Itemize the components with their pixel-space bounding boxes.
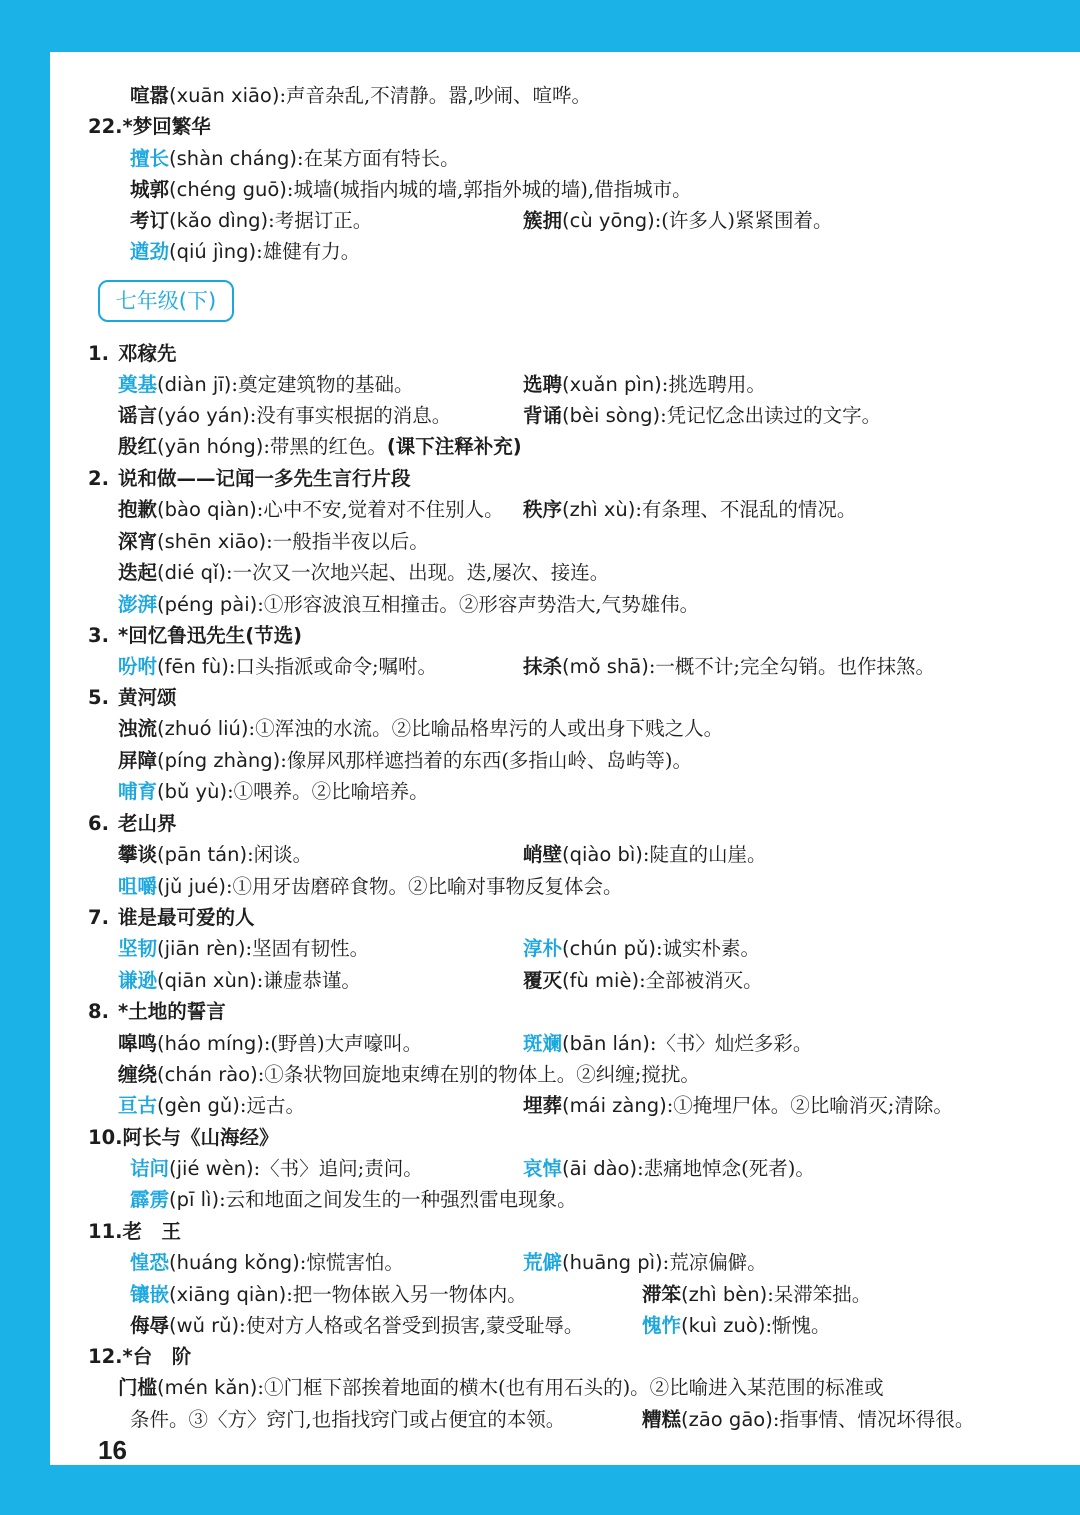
vocab-word: 门槛 bbox=[118, 1376, 158, 1399]
continuation-text: 条件。③〈方〉窍门,也指找窍门或占便宜的本领。 bbox=[130, 1408, 566, 1431]
vocab-pinyin: (shàn cháng) bbox=[169, 147, 298, 170]
vocab-word: 镶嵌 bbox=[130, 1283, 170, 1306]
vocab-word: 簇拥 bbox=[523, 209, 563, 232]
vocab-entry bbox=[523, 400, 881, 431]
vocab-definition: :①条状物回旋地束缚在别的物体上。②纠缠;搅扰。 bbox=[257, 1063, 700, 1086]
vocab-word: 哺育 bbox=[118, 780, 158, 803]
vocab-definition: :带黑的红色。 bbox=[263, 435, 387, 458]
vocab-definition: :奠定建筑物的基础。 bbox=[231, 373, 414, 396]
vocab-entry bbox=[130, 205, 372, 236]
vocab-definition: :全部被消灭。 bbox=[639, 969, 763, 992]
vocab-pinyin: (jǔ jué) bbox=[157, 875, 226, 898]
vocab-definition: :挑选聘用。 bbox=[661, 373, 766, 396]
vocab-entry bbox=[130, 1310, 583, 1341]
vocab-pinyin: (bān lán) bbox=[562, 1032, 650, 1055]
grade-label: 七年级(下) bbox=[98, 280, 234, 322]
vocab-definition: :心中不安,觉着对不住别人。 bbox=[256, 498, 504, 521]
vocab-entry bbox=[523, 1153, 815, 1184]
vocab-entry bbox=[130, 1153, 423, 1184]
vocab-entry bbox=[118, 400, 451, 431]
vocab-entry bbox=[523, 1028, 812, 1059]
lesson-title: 邓稼先 bbox=[118, 342, 177, 365]
vocab-entry bbox=[523, 839, 766, 870]
lesson-number: 6. bbox=[88, 812, 109, 835]
lesson-number: 11. bbox=[88, 1220, 123, 1243]
lesson-number: 10. bbox=[88, 1126, 123, 1149]
lesson-number: 5. bbox=[88, 686, 109, 709]
lesson-heading bbox=[88, 808, 177, 839]
vocab-word: 迭起 bbox=[118, 561, 158, 584]
vocab-definition: :没有事实根据的消息。 bbox=[249, 404, 452, 427]
vocab-word: 侮辱 bbox=[130, 1314, 170, 1337]
vocab-word: 亘古 bbox=[118, 1094, 158, 1117]
vocab-pinyin: (fēn fù) bbox=[157, 655, 229, 678]
vocab-word: 城郭 bbox=[130, 178, 170, 201]
vocab-pinyin: (shēn xiāo) bbox=[157, 530, 267, 553]
vocab-pinyin: (péng pài) bbox=[157, 593, 258, 616]
vocab-entry bbox=[642, 1404, 974, 1435]
vocab-pinyin: (kuì zuò) bbox=[681, 1314, 766, 1337]
vocab-entry bbox=[118, 494, 504, 525]
vocab-word: 谣言 bbox=[118, 404, 158, 427]
vocab-entry bbox=[130, 174, 692, 205]
vocab-entry bbox=[118, 713, 723, 744]
vocab-definition: :一概不计;完全勾销。也作抹煞。 bbox=[648, 655, 935, 678]
vocab-definition: :①喂养。②比喻培养。 bbox=[227, 780, 429, 803]
vocab-pinyin: (qiào bì) bbox=[562, 843, 643, 866]
vocab-definition: :(野兽)大声嚎叫。 bbox=[263, 1032, 423, 1055]
lesson-heading bbox=[88, 996, 226, 1027]
vocab-definition: :云和地面之间发生的一种强烈雷电现象。 bbox=[219, 1188, 577, 1211]
vocab-entry bbox=[523, 965, 763, 996]
lesson-heading bbox=[88, 620, 302, 651]
vocab-word: 遒劲 bbox=[130, 240, 170, 263]
vocab-entry bbox=[523, 369, 766, 400]
vocab-definition: :惭愧。 bbox=[765, 1314, 831, 1337]
vocab-word: 浊流 bbox=[118, 717, 158, 740]
vocab-definition: :城墙(城指内城的墙,郭指外城的墙),借指城市。 bbox=[286, 178, 692, 201]
vocab-word: 愧怍 bbox=[642, 1314, 682, 1337]
vocab-entry bbox=[118, 965, 361, 996]
vocab-pinyin: (yān hóng) bbox=[157, 435, 264, 458]
lesson-number: 12. bbox=[88, 1345, 123, 1368]
lesson-heading bbox=[88, 1216, 181, 1247]
vocab-entry bbox=[118, 651, 437, 682]
vocab-entry bbox=[118, 839, 312, 870]
vocab-definition: :使对方人格或名誉受到损害,蒙受耻辱。 bbox=[239, 1314, 584, 1337]
vocab-entry bbox=[523, 933, 760, 964]
vocab-definition: :〈书〉灿烂多彩。 bbox=[649, 1032, 813, 1055]
vocab-word: 坚韧 bbox=[118, 937, 158, 960]
vocab-pinyin: (jiān rèn) bbox=[157, 937, 246, 960]
lesson-number: 1. bbox=[88, 342, 109, 365]
vocab-word: 擅长 bbox=[130, 147, 170, 170]
lesson-heading bbox=[88, 902, 255, 933]
vocab-definition: :谦虚恭谨。 bbox=[256, 969, 361, 992]
lesson-title: 老 王 bbox=[122, 1220, 182, 1243]
vocab-definition: :一般指半夜以后。 bbox=[266, 530, 429, 553]
vocab-pinyin: (āi dào) bbox=[562, 1157, 638, 1180]
lesson-title: 黄河颂 bbox=[118, 686, 177, 709]
vocab-entry bbox=[130, 80, 591, 111]
vocab-entry bbox=[130, 1279, 527, 1310]
vocab-definition: :在某方面有特长。 bbox=[297, 147, 460, 170]
vocab-definition: :口头指派或命令;嘱咐。 bbox=[228, 655, 438, 678]
vocab-pinyin: (chéng guō) bbox=[169, 178, 287, 201]
vocab-entry bbox=[130, 1247, 404, 1278]
vocab-pinyin: (wǔ rǔ) bbox=[169, 1314, 240, 1337]
vocab-definition: :凭记忆念出读过的文字。 bbox=[660, 404, 882, 427]
document-page bbox=[50, 52, 1080, 1465]
vocab-pinyin: (zhuó liú) bbox=[157, 717, 249, 740]
lesson-number: 3. bbox=[88, 624, 109, 647]
vocab-pinyin: (zāo gāo) bbox=[681, 1408, 773, 1431]
vocab-word: 澎湃 bbox=[118, 593, 158, 616]
vocab-entry bbox=[118, 745, 692, 776]
vocab-word: 秩序 bbox=[523, 498, 563, 521]
vocab-entry bbox=[118, 871, 623, 902]
vocab-word: 哀悼 bbox=[523, 1157, 563, 1180]
lesson-title: 阿长与《山海经》 bbox=[122, 1126, 279, 1149]
vocab-entry bbox=[523, 494, 856, 525]
vocab-definition: :雄健有力。 bbox=[256, 240, 361, 263]
vocab-word: 奠基 bbox=[118, 373, 158, 396]
vocab-entry bbox=[118, 526, 429, 557]
vocab-pinyin: (xuān xiāo) bbox=[169, 84, 280, 107]
vocab-word: 斑斓 bbox=[523, 1032, 563, 1055]
vocab-word: 考订 bbox=[130, 209, 170, 232]
vocab-pinyin: (mái zàng) bbox=[562, 1094, 667, 1117]
vocab-entry bbox=[118, 1090, 305, 1121]
vocab-word: 荒僻 bbox=[523, 1251, 563, 1274]
vocab-definition: :①用牙齿磨碎食物。②比喻对事物反复体会。 bbox=[225, 875, 623, 898]
lesson-number: 2. bbox=[88, 467, 109, 490]
vocab-definition: :①形容波浪互相撞击。②形容声势浩大,气势雄伟。 bbox=[257, 593, 700, 616]
vocab-pinyin: (pān tán) bbox=[157, 843, 248, 866]
vocab-word: 背诵 bbox=[523, 404, 563, 427]
vocab-pinyin: (xuǎn pìn) bbox=[562, 373, 662, 396]
vocab-pinyin: (xiāng qiàn) bbox=[169, 1283, 287, 1306]
vocab-entry bbox=[118, 431, 522, 462]
vocab-definition: :坚固有韧性。 bbox=[245, 937, 370, 960]
vocab-definition: :〈书〉追问;责问。 bbox=[253, 1157, 423, 1180]
vocab-entry bbox=[118, 589, 699, 620]
vocab-definition: :考据订正。 bbox=[268, 209, 373, 232]
vocab-pinyin: (yáo yán) bbox=[157, 404, 250, 427]
lesson-title: 老山界 bbox=[118, 812, 177, 835]
vocab-pinyin: (háo míng) bbox=[157, 1032, 264, 1055]
vocab-word: 峭壁 bbox=[523, 843, 563, 866]
vocab-pinyin: (chún pǔ) bbox=[562, 937, 656, 960]
lesson-heading bbox=[88, 463, 411, 494]
lesson-number: 8. bbox=[88, 1000, 109, 1023]
lesson-title: *台 阶 bbox=[122, 1345, 192, 1368]
vocab-word: 抱歉 bbox=[118, 498, 158, 521]
vocab-entry bbox=[118, 1028, 422, 1059]
vocab-entry bbox=[118, 369, 413, 400]
vocab-pinyin: (zhì xù) bbox=[562, 498, 636, 521]
vocab-word: 霹雳 bbox=[130, 1188, 170, 1211]
vocab-word: 攀谈 bbox=[118, 843, 158, 866]
vocab-entry bbox=[118, 776, 429, 807]
vocab-pinyin: (dié qǐ) bbox=[157, 561, 227, 584]
vocab-pinyin: (qiú jìng) bbox=[169, 240, 257, 263]
vocab-entry bbox=[118, 557, 609, 588]
vocab-definition: :指事情、情况坏得很。 bbox=[772, 1408, 975, 1431]
vocab-word: 诘问 bbox=[130, 1157, 170, 1180]
vocab-word: 抹杀 bbox=[523, 655, 563, 678]
vocab-definition: :①门框下部挨着地面的横木(也有用石头的)。②比喻进入某范围的标准或 bbox=[257, 1376, 884, 1399]
vocab-pinyin: (gèn gǔ) bbox=[157, 1094, 240, 1117]
vocab-pinyin: (fù miè) bbox=[562, 969, 640, 992]
vocab-definition: :闲谈。 bbox=[247, 843, 313, 866]
vocab-word: 喧嚣 bbox=[130, 84, 170, 107]
lesson-heading bbox=[88, 338, 177, 369]
vocab-pinyin: (bǔ yù) bbox=[157, 780, 228, 803]
lesson-number: 7. bbox=[88, 906, 109, 929]
vocab-word: 滞笨 bbox=[642, 1283, 682, 1306]
lesson-heading bbox=[88, 111, 211, 142]
lesson-title: *土地的誓言 bbox=[118, 1000, 226, 1023]
vocab-definition: :陡直的山崖。 bbox=[642, 843, 767, 866]
vocab-word: 惶恐 bbox=[130, 1251, 170, 1274]
vocab-word: 吩咐 bbox=[118, 655, 158, 678]
vocab-pinyin: (bèi sòng) bbox=[562, 404, 661, 427]
vocab-definition: :一次又一次地兴起、出现。迭,屡次、接连。 bbox=[226, 561, 610, 584]
vocab-definition: :像屏风那样遮挡着的东西(多指山岭、岛屿等)。 bbox=[280, 749, 693, 772]
vocab-word: 埋葬 bbox=[523, 1094, 563, 1117]
lesson-heading bbox=[88, 682, 177, 713]
vocab-word: 淳朴 bbox=[523, 937, 563, 960]
vocab-definition: :荒凉偏僻。 bbox=[662, 1251, 767, 1274]
vocab-pinyin: (huāng pì) bbox=[562, 1251, 663, 1274]
vocab-definition: :声音杂乱,不清静。嚣,吵闹、喧哗。 bbox=[279, 84, 591, 107]
vocab-pinyin: (chán rào) bbox=[157, 1063, 258, 1086]
vocab-entry bbox=[130, 143, 460, 174]
vocab-word: 屏障 bbox=[118, 749, 158, 772]
page-number: 16 bbox=[98, 1435, 127, 1465]
vocab-definition: :①掩埋尸体。②比喻消灭;清除。 bbox=[666, 1094, 953, 1117]
vocab-definition: :①浑浊的水流。②比喻品格卑污的人或出身下贱之人。 bbox=[248, 717, 724, 740]
vocab-pinyin: (jié wèn) bbox=[169, 1157, 254, 1180]
vocab-entry bbox=[130, 1184, 577, 1215]
vocab-entry bbox=[118, 1372, 884, 1403]
vocab-definition: :呆滞笨拙。 bbox=[767, 1283, 872, 1306]
vocab-word: 咀嚼 bbox=[118, 875, 158, 898]
vocab-definition: :诚实朴素。 bbox=[655, 937, 761, 960]
definition-continuation bbox=[130, 1404, 565, 1435]
vocab-pinyin: (qiān xùn) bbox=[157, 969, 257, 992]
vocab-word: 殷红 bbox=[118, 435, 158, 458]
vocab-entry bbox=[642, 1279, 871, 1310]
vocab-definition: :惊慌害怕。 bbox=[299, 1251, 404, 1274]
vocab-pinyin: (cù yōng) bbox=[562, 209, 655, 232]
lesson-title: *回忆鲁迅先生(节选) bbox=[118, 624, 303, 647]
vocab-word: 嗥鸣 bbox=[118, 1032, 158, 1055]
lesson-title: 说和做——记闻一多先生言行片段 bbox=[118, 467, 411, 490]
vocab-pinyin: (píng zhàng) bbox=[157, 749, 281, 772]
vocab-pinyin: (bào qiàn) bbox=[157, 498, 257, 521]
vocab-word: 选聘 bbox=[523, 373, 563, 396]
vocab-entry bbox=[130, 236, 360, 267]
lesson-title: *梦回繁华 bbox=[122, 115, 211, 138]
vocab-entry bbox=[642, 1310, 831, 1341]
vocab-word: 覆灭 bbox=[523, 969, 563, 992]
vocab-word: 缠绕 bbox=[118, 1063, 158, 1086]
vocab-pinyin: (mǒ shā) bbox=[562, 655, 649, 678]
vocab-entry bbox=[523, 1090, 953, 1121]
vocab-definition: :(许多人)紧紧围着。 bbox=[654, 209, 833, 232]
lesson-heading bbox=[88, 1341, 191, 1372]
vocab-entry bbox=[118, 1059, 700, 1090]
vocab-definition: :把一物体嵌入另一物体内。 bbox=[286, 1283, 527, 1306]
lesson-heading bbox=[88, 1122, 279, 1153]
vocab-pinyin: (kǎo dìng) bbox=[169, 209, 269, 232]
vocab-entry bbox=[523, 651, 935, 682]
lesson-number: 22. bbox=[88, 115, 123, 138]
vocab-word: 谦逊 bbox=[118, 969, 158, 992]
vocab-word: 深宵 bbox=[118, 530, 158, 553]
vocab-definition: :悲痛地悼念(死者)。 bbox=[637, 1157, 815, 1180]
vocab-pinyin: (zhì bèn) bbox=[681, 1283, 768, 1306]
vocab-note: (课下注释补充) bbox=[386, 435, 522, 458]
vocab-pinyin: (diàn jī) bbox=[157, 373, 232, 396]
vocab-pinyin: (pī lì) bbox=[169, 1188, 220, 1211]
vocab-definition: :远古。 bbox=[239, 1094, 305, 1117]
lesson-title: 谁是最可爱的人 bbox=[118, 906, 255, 929]
vocab-entry bbox=[523, 205, 833, 236]
vocab-definition: :有条理、不混乱的情况。 bbox=[635, 498, 857, 521]
vocab-pinyin: (huáng kǒng) bbox=[169, 1251, 300, 1274]
vocab-entry bbox=[118, 933, 369, 964]
vocab-word: 糟糕 bbox=[642, 1408, 682, 1431]
vocab-entry bbox=[523, 1247, 767, 1278]
vocab-pinyin: (mén kǎn) bbox=[157, 1376, 258, 1399]
